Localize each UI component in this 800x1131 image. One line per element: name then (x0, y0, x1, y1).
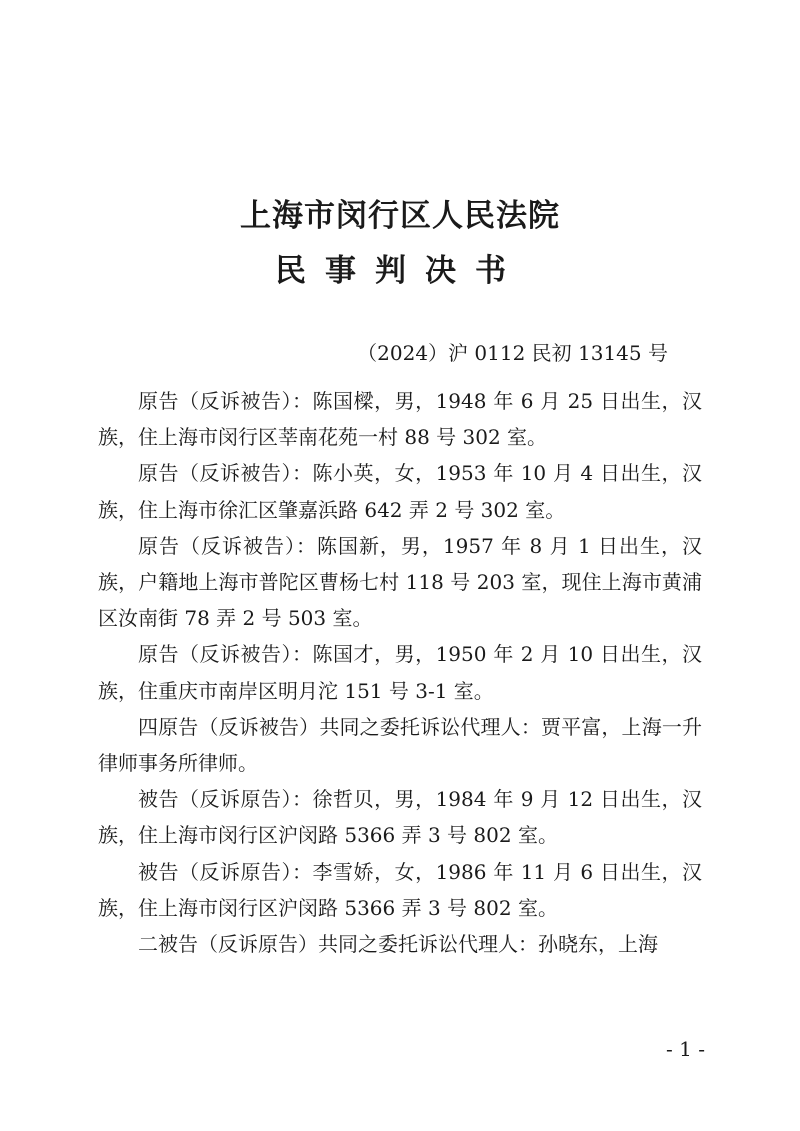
paragraph-plaintiff-2: 原告（反诉被告）：陈小英，女，1953 年 10 月 4 日出生，汉族，住上海市徐汇区肇嘉浜路 642 弄 2 号 302 室。 (98, 461, 702, 522)
page-number: - 1 - (666, 1037, 705, 1061)
paragraph-plaintiff-1: 原告（反诉被告）：陈国樑，男，1948 年 6 月 25 日出生，汉族，住上海市闵行区莘南花苑一村 88 号 302 室。 (98, 389, 702, 450)
court-name: 上海市闵行区人民法院 (240, 198, 560, 234)
document-body (98, 383, 702, 962)
case-number: （2024）沪 0112 民初 13145 号 (357, 341, 668, 365)
paragraph-defendant-1: 被告（反诉原告）：徐哲贝，男，1984 年 9 月 12 日出生，汉族，住上海市闵行区沪闵路 5366 弄 3 号 802 室。 (98, 787, 702, 848)
document-type-title: 民事判决书 (275, 253, 525, 289)
paragraph-defendant-2: 被告（反诉原告）：李雪娇，女，1986 年 11 月 6 日出生，汉族，住上海市闵行区沪闵路 5366 弄 3 号 802 室。 (98, 859, 702, 920)
paragraph-plaintiff-4: 原告（反诉被告）：陈国才，男，1950 年 2 月 10 日出生，汉族，住重庆市南岸区明月沱 151 号 3-1 室。 (98, 642, 702, 703)
paragraph-plaintiff-3: 原告（反诉被告）：陈国新，男，1957 年 8 月 1 日出生，汉族，户籍地上海市普陀区曹杨七村 118 号 203 室，现住上海市黄浦区汝南街 78 弄 2 号 503 室。 (98, 533, 702, 631)
paragraph-defendant-agent: 二被告（反诉原告）共同之委托诉讼代理人：孙晓东，上海 (138, 932, 658, 957)
paragraph-plaintiff-agent: 四原告（反诉被告）共同之委托诉讼代理人：贾平富，上海一升律师事务所律师。 (98, 714, 702, 776)
